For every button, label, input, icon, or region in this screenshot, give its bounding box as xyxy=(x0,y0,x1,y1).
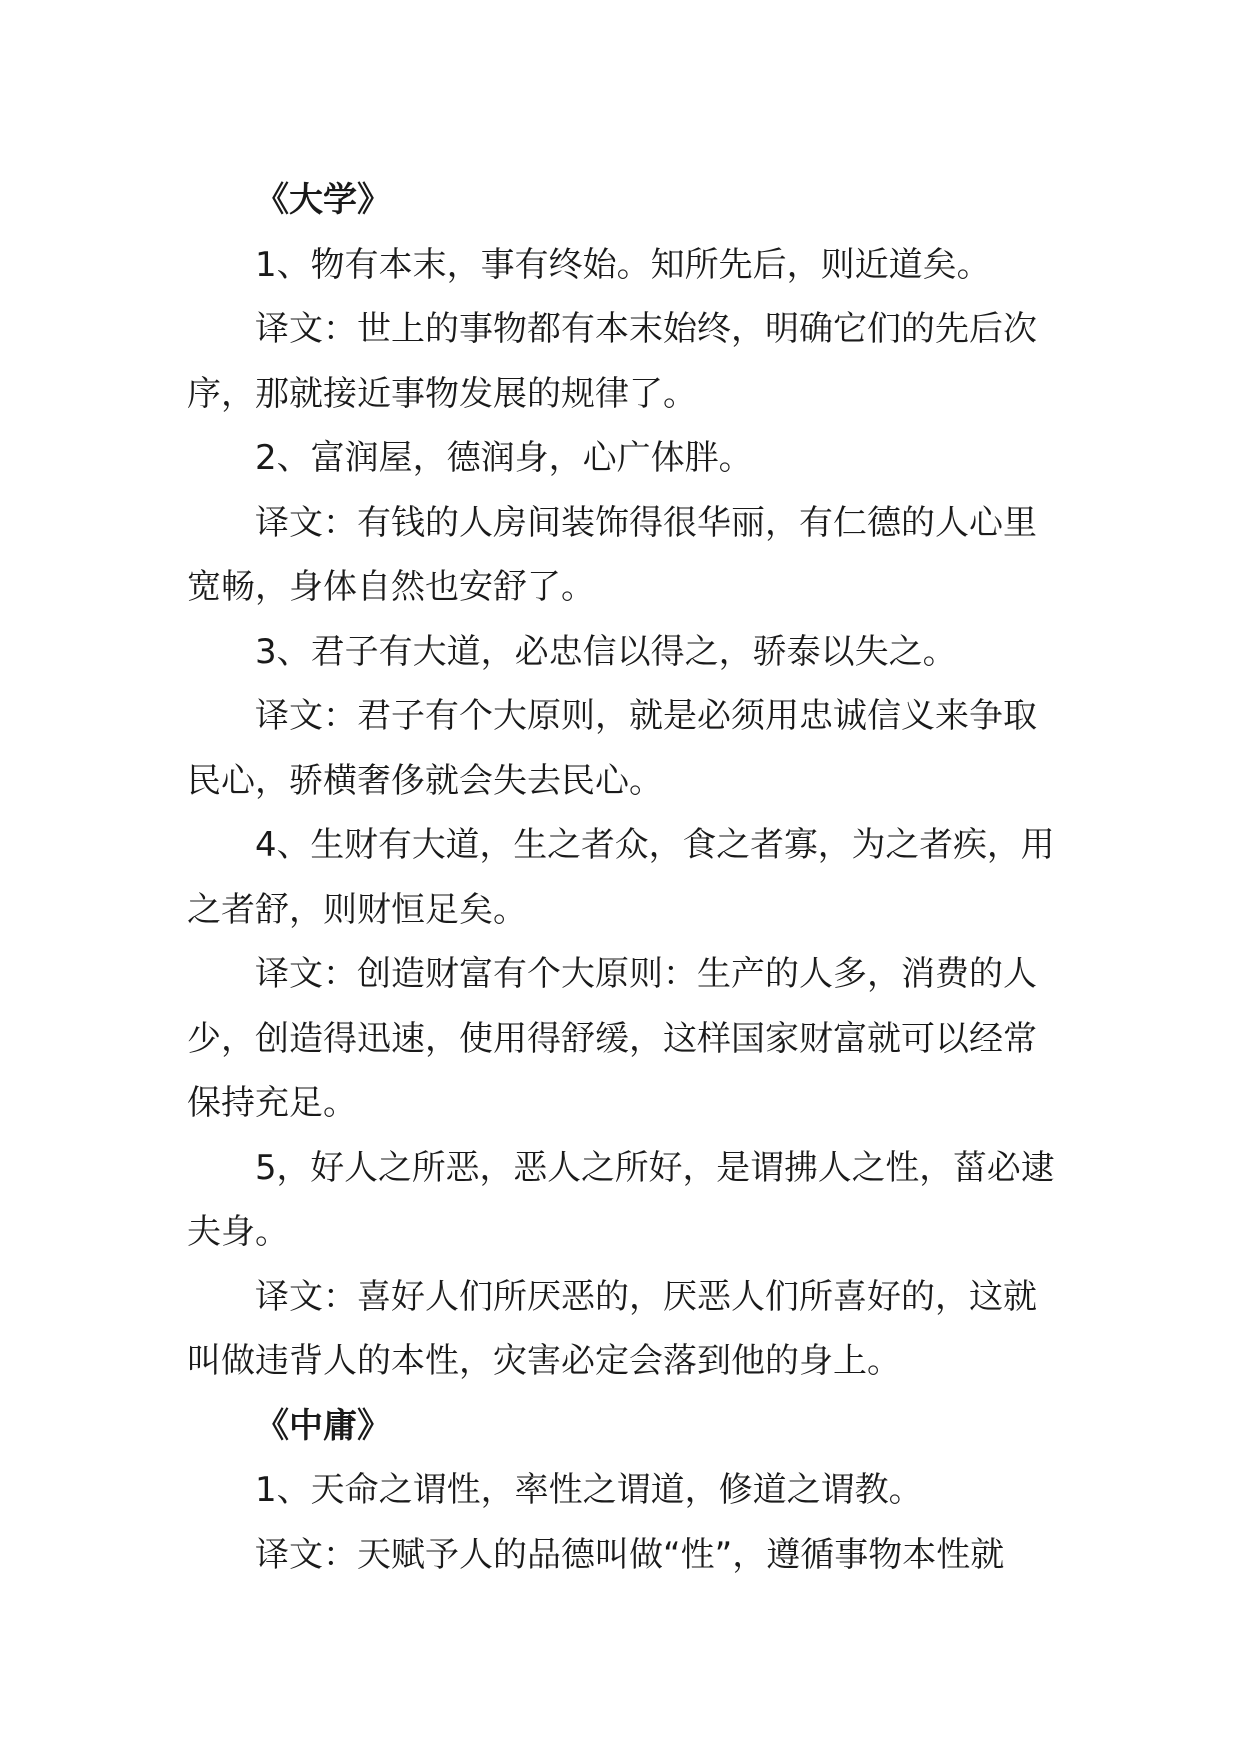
quote-line: 3、君子有大道，必忠信以得之，骄泰以失之。 xyxy=(255,631,957,672)
translation-continuation: 保持充足。 xyxy=(187,1083,357,1123)
quote-line: 4、生财有大道，生之者众，食之者寡，为之者疾，用 xyxy=(255,825,1055,864)
quote-line: 2、富润屋，德润身，心广体胖。 xyxy=(255,438,753,478)
quote-line: 5，好人之所恶，恶人之所好，是谓拂人之性，菑必逮 xyxy=(255,1147,1055,1187)
quote-line: 1、物有本末，事有终始。知所先后，则近道矣。 xyxy=(255,244,991,285)
quote-line: 1、天命之谓性，率性之谓道，修道之谓教。 xyxy=(255,1470,923,1510)
translation-line: 译文：创造财富有个大原则：生产的人多，消费的人 xyxy=(255,954,1037,994)
translation-continuation: 民心，骄横奢侈就会失去民心。 xyxy=(187,760,663,801)
quote-continuation: 之者舒，则财恒足矣。 xyxy=(187,889,527,930)
section-title-daxue: 《大学》 xyxy=(255,180,391,220)
section-title-zhongyong: 《中庸》 xyxy=(255,1405,391,1446)
translation-line: 译文：有钱的人房间装饰得很华丽，有仁德的人心里 xyxy=(255,502,1037,543)
translation-continuation: 少，创造得迅速，使用得舒缓，这样国家财富就可以经常 xyxy=(187,1018,1037,1059)
quote-continuation: 夫身。 xyxy=(187,1212,289,1252)
translation-continuation: 序，那就接近事物发展的规律了。 xyxy=(187,373,697,414)
translation-line: 译文：喜好人们所厌恶的，厌恶人们所喜好的，这就 xyxy=(255,1276,1037,1317)
translation-continuation: 叫做违背人的本性，灾害必定会落到他的身上。 xyxy=(187,1341,901,1381)
translation-line: 译文：君子有个大原则，就是必须用忠诚信义来争取 xyxy=(255,696,1037,736)
document-page xyxy=(187,168,1055,1587)
translation-line: 译文：天赋予人的品德叫做“性”，遵循事物本性就 xyxy=(255,1534,1005,1575)
translation-continuation: 宽畅，身体自然也安舒了。 xyxy=(187,567,595,607)
translation-line: 译文：世上的事物都有本末始终，明确它们的先后次 xyxy=(255,309,1037,349)
